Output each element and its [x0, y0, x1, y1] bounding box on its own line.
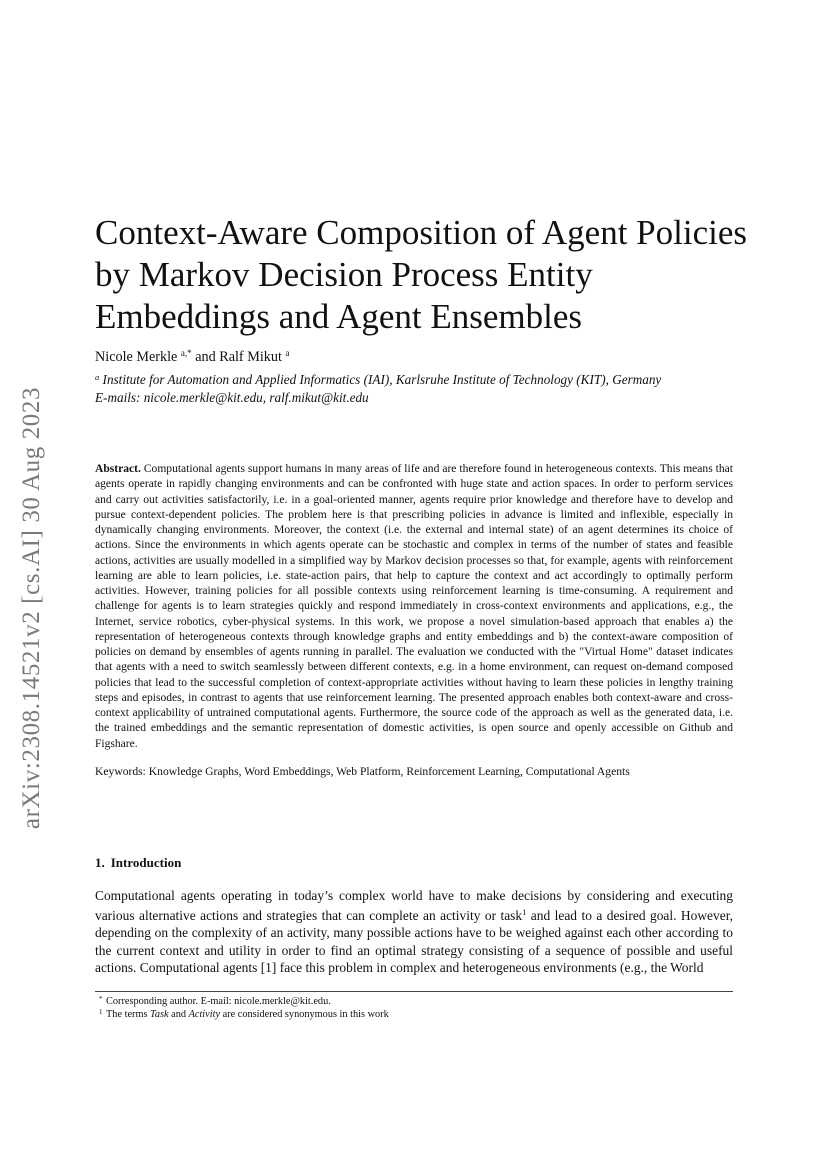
- keywords: Keywords: Knowledge Graphs, Word Embeddings, Web Platform, Reinforcement Learning, Computational Agents: [95, 765, 630, 778]
- intro-text: Computational agents operating in today’s complex world have to make decisions by considering and executing various alternative actions and strategies that can complete an activity or task: [95, 888, 733, 924]
- affiliation-block: [95, 368, 735, 407]
- intro-text-continued: and lead to a desired goal. However, depending on the complexity of an activity, many possible actions have to be weighed against each other according to the current context and utility in order to find an optimal strategy consisting of a sequence of possible and useful actions. Computational agents [1] face this problem in complex and heterogeneous environments (e.g., the World: [95, 908, 733, 975]
- author-name: Ralf Mikut: [219, 349, 282, 365]
- author-name: Nicole Merkle: [95, 349, 178, 365]
- footnote-text: are considered synonymous in this work: [220, 1009, 389, 1020]
- affiliation-text: Institute for Automation and Applied Informatics (IAI), Karlsruhe Institute of Technology (KIT), Germany: [102, 372, 662, 387]
- paper-title: Context-Aware Composition of Agent Policies by Markov Decision Process Entity Embeddings and Agent Ensembles: [95, 213, 747, 336]
- abstract-label: Abstract.: [95, 463, 141, 475]
- footnote-divider: [95, 991, 733, 992]
- author-list: [95, 348, 289, 366]
- footnote-text: The terms: [106, 1009, 151, 1020]
- footnote-term: Activity: [188, 1009, 221, 1020]
- author-affiliation-mark: a,*: [180, 348, 192, 358]
- footnote-text: and: [168, 1009, 189, 1020]
- footnote-mark: 1: [99, 1008, 103, 1016]
- section-number: 1.: [95, 855, 105, 870]
- footnote-ref: 1: [522, 907, 527, 918]
- author-emails: E-mails: nicole.merkle@kit.edu, ralf.mikut@kit.edu: [95, 390, 369, 405]
- author-affiliation-mark: a: [285, 348, 290, 358]
- footnotes: [99, 995, 389, 1021]
- intro-paragraph: [95, 887, 733, 976]
- abstract: [95, 462, 733, 752]
- affiliation-mark: a: [95, 372, 100, 382]
- footnote-text: Corresponding author. E-mail: nicole.merkle@kit.edu.: [106, 996, 331, 1007]
- arxiv-identifier-text: arXiv:2308.14521v2 [cs.AI] 30 Aug 2023: [18, 386, 45, 830]
- footnote-item: [99, 995, 389, 1008]
- footnote-term: Task: [150, 1009, 169, 1020]
- abstract-text: Computational agents support humans in many areas of life and are therefore found in heterogeneous contexts. This means that agents operate in rapidly changing environments and can be confronted with huge state and action spaces. In order to perform services and carry out activities satisfactorily, i.e. in a goal-oriented manner, agents require prior knowledge and therefore have to develop and pursue context-dependent policies. The problem here is that prescribing policies in advance is limited and inflexible, especially in dynamically changing environments. Moreover, the context (i.e. the external and internal state) of an agent determines its choice of actions. Since the environments in which agents operate can be stochastic and complex in terms of the number of states and feasible actions, activities are usually modelled in a simplified way by Markov decision processes so that, for example, agents with reinforcement learning are able to learn policies, i.e. state-action pairs, that help to capture the context and act accordingly to optimally perform activities. However, training policies for all possible contexts using reinforcement learning is time-consuming. A requirement and challenge for agents is to learn strategies quickly and respond immediately in cross-context environments and applications, e.g., the Internet, service robotics, cyber-physical systems. In this work, we propose a novel simulation-based approach that enables a) the representation of heterogeneous contexts through knowledge graphs and entity embeddings and b) the context-aware composition of policies on demand by ensembles of agents running in parallel. The evaluation we conducted with the "Virtual Home" dataset indicates that agents with a need to switch seamlessly between different contexts, e.g. in a home environment, can request on-demand composed policies that lead to the successful completion of context-appropriate activities without having to learn these policies in lengthy training steps and episodes, in contrast to agents that use reinforcement learning. The presented approach enables both context-aware and cross-context applicability of untrained computational agents. Furthermore, the source code of the approach as well as the generated data, i.e. the trained embeddings and the semantic representation of domestic activities, is open source and openly accessible on Github and Figshare.: [95, 463, 733, 750]
- affiliation-line: [95, 368, 735, 389]
- footnote-mark: *: [99, 995, 103, 1003]
- footnote-item: [99, 1008, 389, 1021]
- author-connector: and: [195, 349, 216, 365]
- section-title: Introduction: [110, 855, 182, 870]
- section-heading: [95, 855, 181, 871]
- arxiv-identifier: [12, 366, 52, 850]
